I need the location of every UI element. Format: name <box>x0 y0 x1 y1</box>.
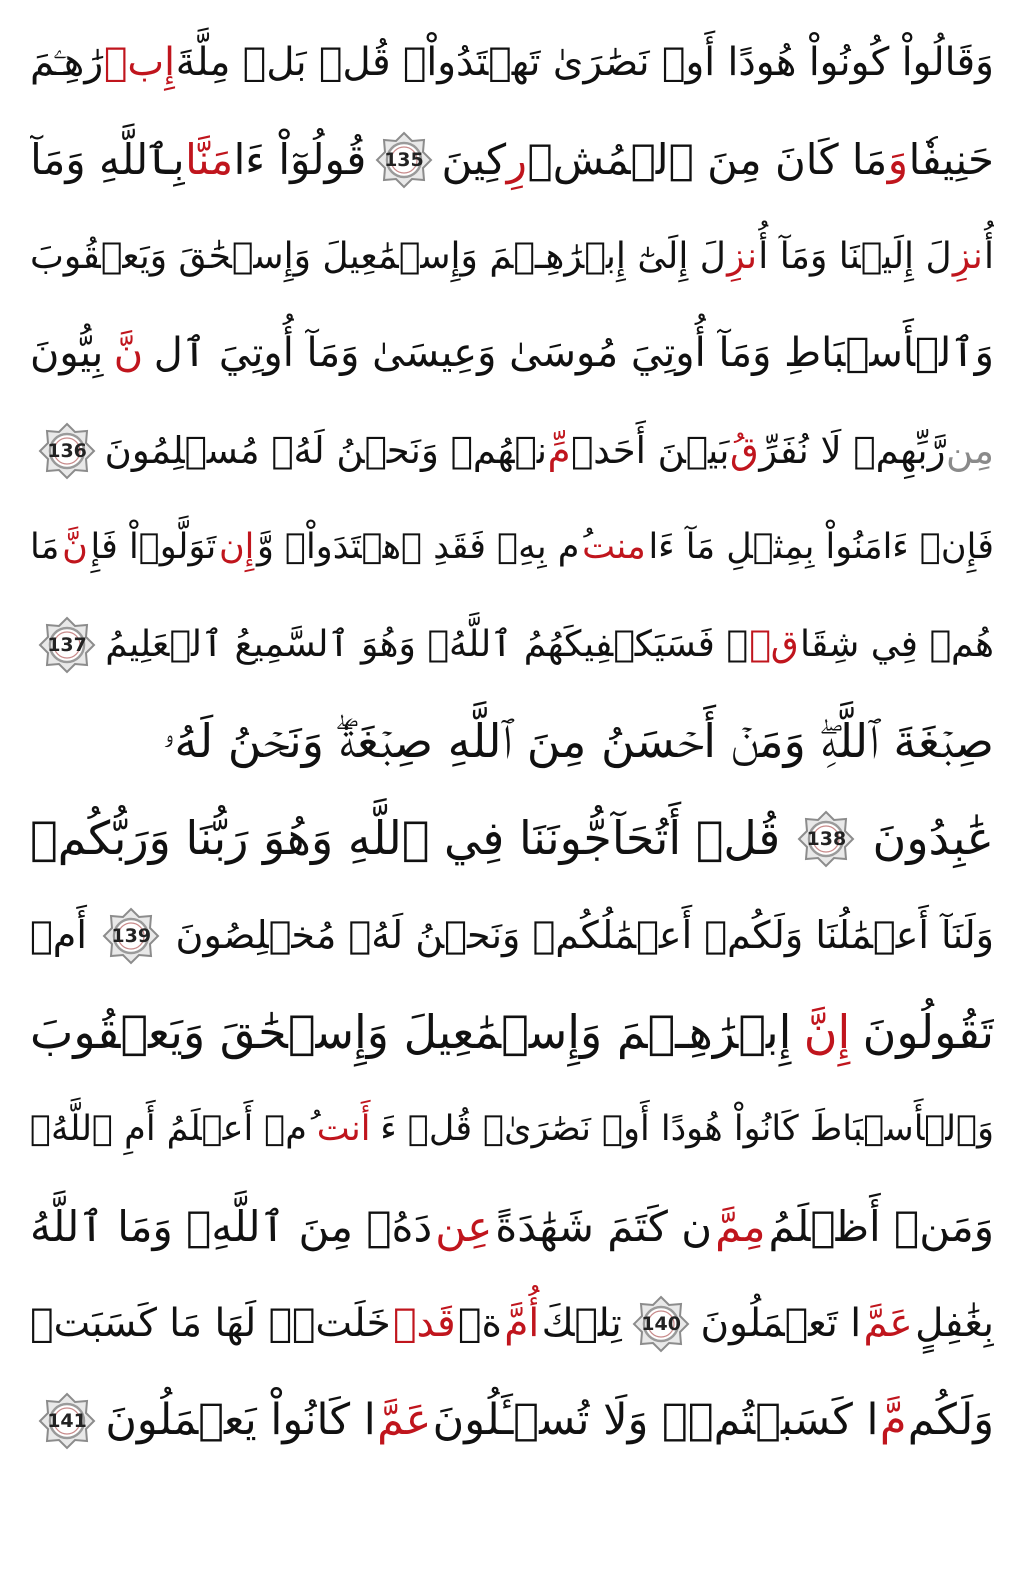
verse-line-7 <box>30 596 994 693</box>
ayah-number-marker <box>797 810 855 868</box>
verse-line-8 <box>30 693 994 790</box>
tajweed-highlight-text: قَدۡ <box>393 1301 456 1346</box>
verse-text: صِبۡغَةَ ٱللَّهِۖ وَمَنۡ أَحۡسَنُ مِنَ ٱللَّهِ صِبۡغَةٗۖ وَنَحۡنُ لَهُۥ <box>162 714 994 768</box>
verse-line-5 <box>30 402 994 499</box>
tajweed-highlight-text: إِن <box>218 527 255 567</box>
verse-line-3 <box>30 208 994 305</box>
verse-text: حَنِيفٗا <box>908 135 994 184</box>
verse-text: لَ إِلَيۡنَا وَمَآ أُ <box>758 236 952 277</box>
ayah-number: 137 <box>47 633 87 656</box>
ayah-number: 139 <box>111 924 152 947</box>
verse-text: قُولُوٓاْ ءَا <box>233 135 367 184</box>
tajweed-highlight-text: عَمَّ <box>863 1301 913 1346</box>
ayah-number: 136 <box>47 439 87 462</box>
verse-text: خَلَتۡۖ لَهَا مَا كَسَبَتۡ <box>30 1301 391 1346</box>
verse-text: ُم بِهِۦ فَقَدِ ٱهۡتَدَواْۖ وَّ <box>257 527 580 567</box>
verse-text: تِلۡكَ <box>541 1301 622 1346</box>
verse-text: وَٱلۡأَسۡبَاطَ كَانُواْ هُودًا أَوۡ نَصَٰرَىٰۗ قُلۡ ءَ <box>380 1109 994 1149</box>
verse-text: قُلۡ أَتُحَآجُّونَنَا فِي ٱللَّهِ وَهُوَ رَبُّنَا وَرَبُّكُمۡ <box>30 811 781 865</box>
tajweed-highlight-text: وَ <box>887 135 909 184</box>
tajweed-highlight-text: نزِ <box>952 236 983 277</box>
verse-text: مَا كَانَ مِنَ ٱلۡمُشۡ <box>527 135 888 184</box>
verse-text: بِغَٰفِلٍ <box>915 1301 994 1346</box>
tajweed-highlight-text: منت <box>582 527 646 567</box>
verse-line-14 <box>30 1275 994 1372</box>
verse-text: ۖ فَسَيَكۡفِيكَهُمُ ٱللَّهُۚ وَهُوَ ٱلسَّمِيعُ ٱلۡعَلِيمُ <box>105 624 748 665</box>
verse-line-12 <box>30 1081 994 1178</box>
verse-text: وَقَالُواْ كُونُواْ هُودًا أَوۡ نَصَٰرَىٰ تَهۡتَدُواْۗ قُلۡ بَلۡ مِلَّةَ <box>175 40 994 85</box>
verse-line-9 <box>30 790 994 887</box>
verse-text: إِبۡرَٰهِـۧمَ وَإِسۡمَٰعِيلَ وَإِسۡحَٰقَ وَيَعۡقُوبَ <box>30 1005 792 1059</box>
verse-line-11 <box>30 984 994 1081</box>
tajweed-highlight-text: إِنَّ <box>803 1005 851 1059</box>
verse-text: تَوَلَّوۡاْ فَإِ <box>90 527 217 567</box>
ayah-number-marker <box>102 907 160 965</box>
verse-line-6 <box>30 499 994 596</box>
verse-text: نۡهُمۡ وَنَحۡنُ لَهُۥ مُسۡلِمُونَ <box>104 429 547 472</box>
verse-text: ا كَسَبۡتُمۡۖ وَلَا تُسۡـَٔلُونَ <box>432 1395 879 1445</box>
verse-text: بِيُّونَ <box>30 330 104 376</box>
verse-line-2 <box>30 111 994 208</box>
verse-text: وَمَنۡ أَظۡلَمُ <box>768 1202 994 1251</box>
tajweed-highlight-text: مِمَّ <box>715 1202 766 1251</box>
verse-text: ُمۡ أَعۡلَمُ أَمِ ٱللَّهُۗ <box>30 1109 307 1149</box>
verse-text: أَمۡ <box>30 913 87 957</box>
ayah-number-marker <box>375 131 433 189</box>
verse-text: رَٰهِـۧمَ <box>30 40 104 85</box>
verse-text: وَٱلۡأَسۡبَاطِ وَمَآ أُوتِيَ مُوسَىٰ وَعِيسَىٰ وَمَآ أُوتِيَ ٱل <box>153 330 994 376</box>
ayah-number-marker <box>38 616 96 674</box>
tajweed-highlight-text: أُمَّ <box>504 1301 540 1346</box>
tajweed-highlight-text: قُ <box>730 429 759 472</box>
tajweed-highlight-text: نَّ <box>62 527 88 567</box>
verse-text: فَإِنۡ ءَامَنُواْ بِمِثۡلِ مَآ ءَا <box>648 527 994 567</box>
verse-text: ا تَعۡمَلُونَ <box>700 1301 862 1346</box>
tajweed-highlight-text: قٖ <box>749 624 799 665</box>
ayah-number: 135 <box>384 148 424 171</box>
ayah-number-marker <box>632 1295 690 1353</box>
verse-text: ن كَتَمَ شَهَٰدَةً <box>495 1202 713 1251</box>
verse-text: تَقُولُونَ <box>862 1005 994 1059</box>
verse-text: وَلَنَآ أَعۡمَٰلُنَا وَلَكُمۡ أَعۡمَٰلُكُمۡ وَنَحۡنُ لَهُۥ مُخۡلِصُونَ <box>175 913 994 957</box>
verse-line-1 <box>30 14 994 111</box>
verse-text: عَٰبِدُونَ <box>872 811 994 865</box>
silent-letter-text: مِن <box>946 429 994 472</box>
verse-text: بِٱللَّهِ وَمَآ <box>30 135 185 184</box>
verse-text: مَا <box>30 527 60 567</box>
verse-text: رَّبِّهِمۡ لَا نُفَرِّ <box>759 429 946 472</box>
verse-text: أُ <box>983 236 994 277</box>
verse-line-15 <box>30 1372 994 1469</box>
ayah-number-marker <box>38 1392 96 1450</box>
verse-text: هُمۡ فِي شِقَا <box>800 624 994 665</box>
verse-text: دَهُۥ مِنَ ٱللَّهِۗ وَمَا ٱللَّهُ <box>30 1202 433 1251</box>
ayah-number: 138 <box>806 827 847 850</box>
ayah-number: 140 <box>641 1312 681 1335</box>
verse-line-13 <box>30 1178 994 1275</box>
verse-text: بَيۡنَ أَحَدٖ <box>571 429 730 472</box>
verse-text: لَ إِلَىٰٓ إِبۡرَٰهِـۧمَ وَإِسۡمَٰعِيلَ وَإِسۡحَٰقَ وَيَعۡقُوبَ <box>30 236 726 277</box>
ayah-number: 141 <box>47 1409 87 1432</box>
tajweed-highlight-text: عَمَّ <box>377 1395 432 1445</box>
tajweed-highlight-text: رِ <box>506 135 527 184</box>
tajweed-highlight-text: نزِ <box>727 236 758 277</box>
verse-text: ةٞ <box>458 1301 502 1346</box>
tajweed-highlight-text: مِّ <box>547 429 571 472</box>
tajweed-highlight-text: مَنَّا <box>185 135 234 184</box>
tajweed-highlight-text: إِبۡ <box>103 40 175 85</box>
verse-text: كِينَ <box>441 135 507 184</box>
tajweed-highlight-text: أَنت <box>316 1109 371 1149</box>
verse-line-4 <box>30 305 994 402</box>
verse-text: وَلَكُم <box>907 1395 994 1445</box>
verse-text: ا كَانُواْ يَعۡمَلُونَ <box>105 1395 376 1445</box>
tajweed-highlight-text: عِن <box>435 1202 493 1251</box>
tajweed-highlight-text: نَّ <box>113 330 144 376</box>
verse-line-10 <box>30 887 994 984</box>
ayah-number-marker <box>38 422 96 480</box>
tajweed-highlight-text: مَّ <box>879 1395 907 1445</box>
